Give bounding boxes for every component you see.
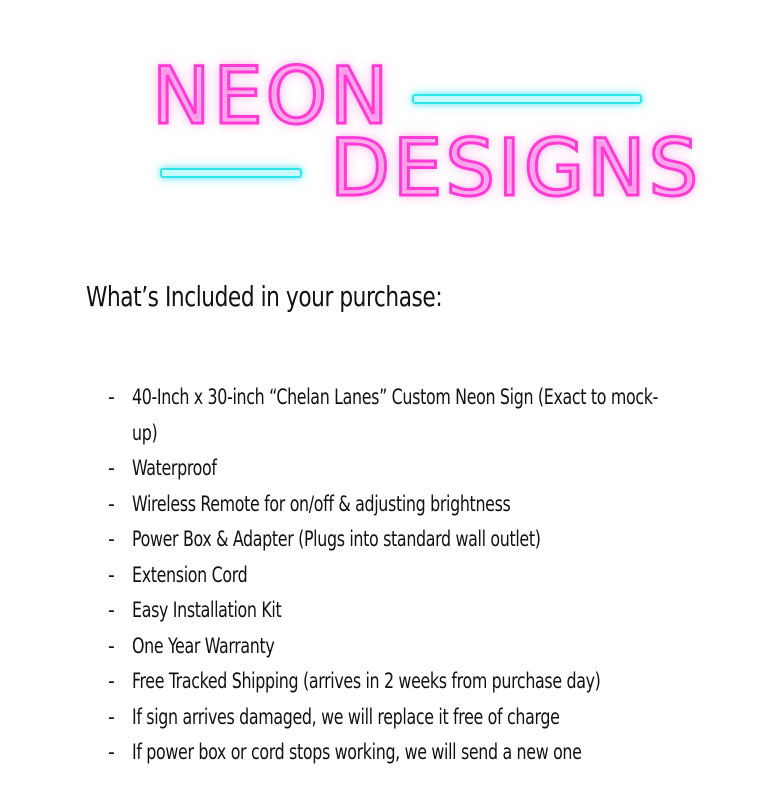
bullet-dash: - — [108, 704, 115, 729]
bullet-dash: - — [108, 562, 115, 587]
list-item-text: One Year Warranty — [132, 633, 275, 658]
bullet-dash: - — [108, 456, 115, 480]
list-item-text: If sign arrives damaged, we will replace it free of charge — [132, 704, 560, 729]
logo-word-neon: NEON — [152, 52, 392, 142]
bullet-dash: - — [108, 527, 115, 551]
list-item — [108, 522, 748, 558]
included-items-list — [108, 380, 748, 771]
list-item-text: 40-Inch x 30-inch “Chelan Lanes” Custom Neon Sign (Exact to mock-up) — [132, 385, 658, 445]
list-item-text: Free Tracked Shipping (arrives in 2 weeks from purchase day) — [132, 669, 601, 693]
list-item-text: Wireless Remote for on/off & adjusting brightness — [132, 491, 511, 516]
bullet-dash: - — [108, 633, 115, 658]
list-item-text: Waterproof — [132, 456, 217, 480]
list-item — [108, 664, 748, 700]
bullet-dash: - — [108, 598, 115, 622]
list-item-text: Extension Cord — [132, 562, 248, 587]
bullet-dash: - — [108, 740, 115, 764]
logo-neon-bar-top — [412, 94, 642, 104]
bullet-dash: - — [108, 669, 115, 693]
list-item-text: Easy Installation Kit — [132, 598, 282, 622]
list-item-text: If power box or cord stops working, we will send a new one — [132, 740, 582, 764]
list-item — [108, 487, 748, 523]
logo-word-designs: DESIGNS — [330, 124, 702, 214]
bullet-dash: - — [108, 491, 115, 516]
list-item — [108, 380, 748, 451]
list-item — [108, 629, 748, 665]
list-item — [108, 451, 748, 487]
list-item — [108, 593, 748, 629]
logo-neon-bar-bottom — [160, 168, 302, 178]
list-item-text: Power Box & Adapter (Plugs into standard wall outlet) — [132, 527, 541, 551]
bullet-dash: - — [108, 385, 115, 409]
list-item — [108, 558, 748, 594]
list-item — [108, 735, 748, 771]
neon-designs-logo — [0, 0, 765, 240]
list-item — [108, 700, 748, 736]
included-heading: What’s Included in your purchase: — [86, 280, 443, 313]
